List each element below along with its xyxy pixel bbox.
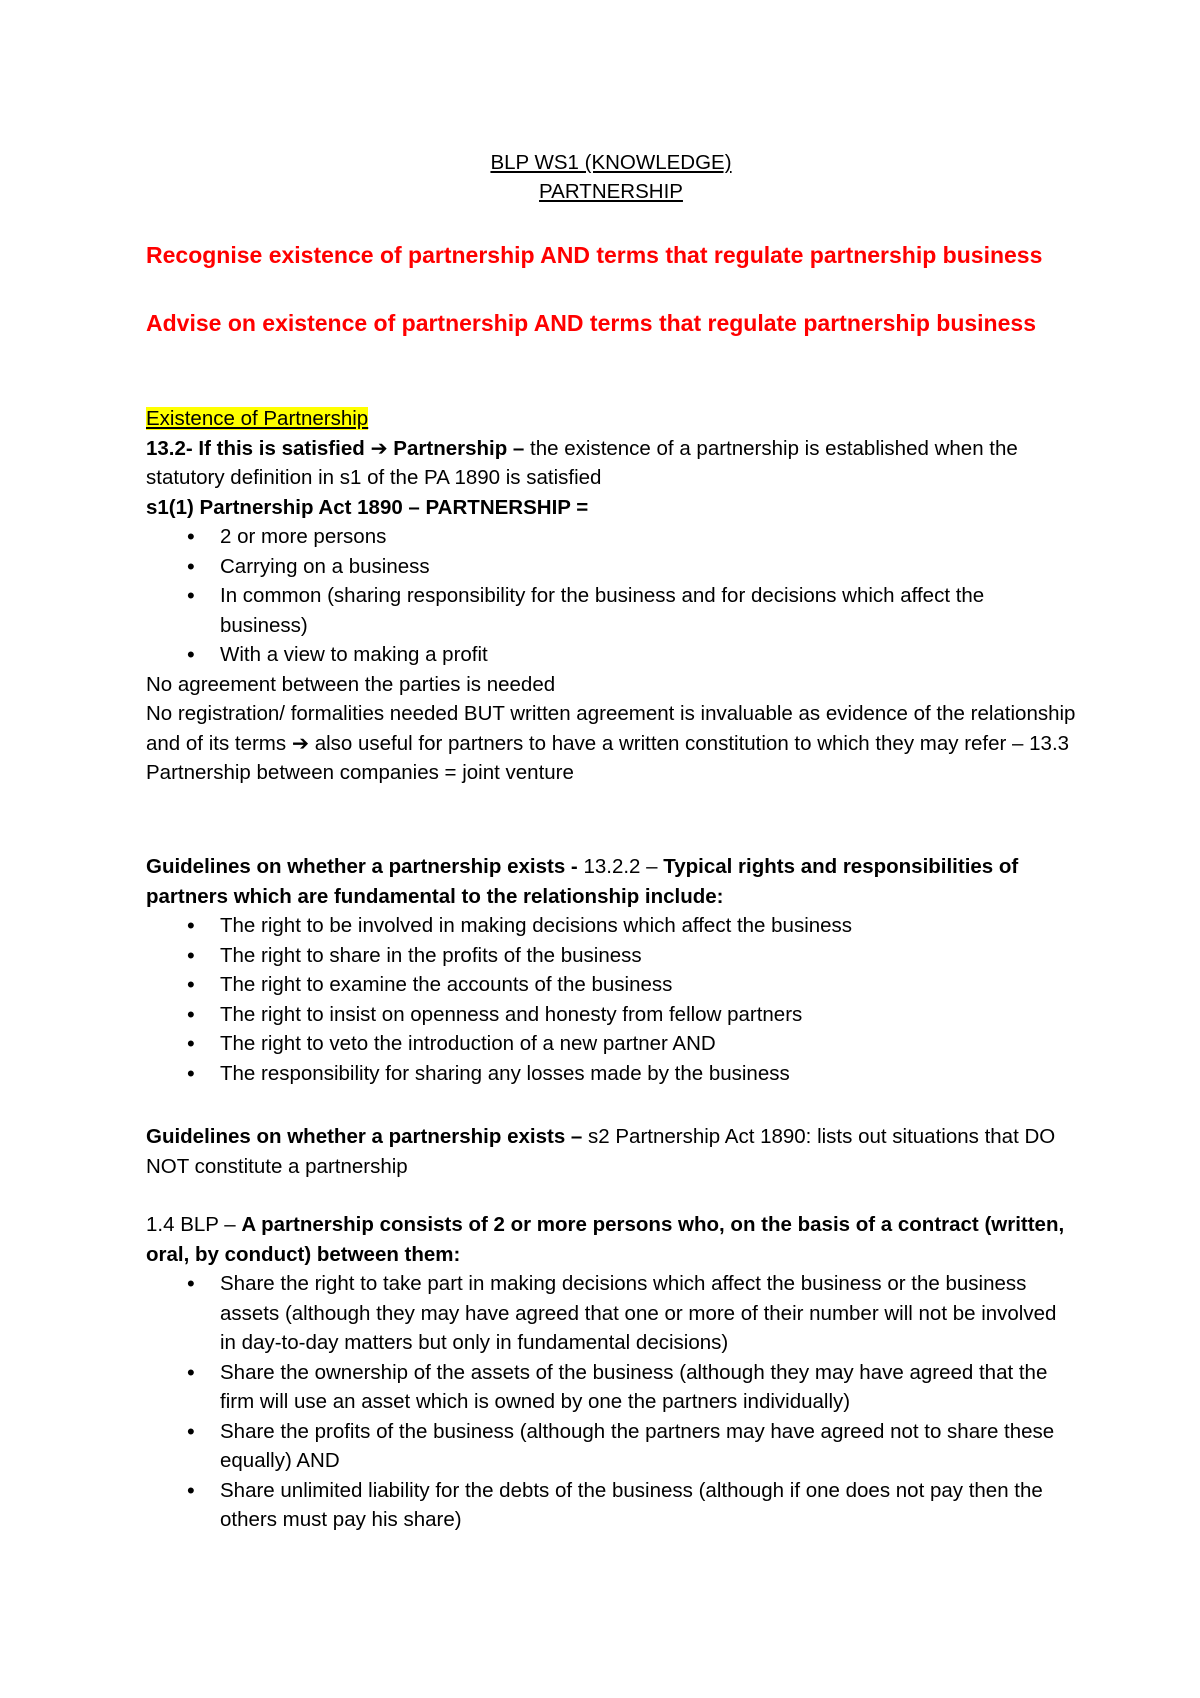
note-no-agreement: No agreement between the parties is needed xyxy=(146,672,556,696)
objective-advise: Advise on existence of partnership AND terms that regulate partnership business xyxy=(146,310,1036,336)
guidelines-s2-paragraph xyxy=(146,1122,1076,1181)
existence-heading: Existence of Partnership xyxy=(146,407,369,430)
list-item: • The right to examine the accounts of the business xyxy=(146,970,1076,1000)
title-block xyxy=(146,148,1076,206)
objective-recognise: Recognise existence of partnership AND terms that regulate partnership business xyxy=(146,242,1043,268)
document-subtitle: PARTNERSHIP xyxy=(539,180,683,203)
blp-bullet-list xyxy=(146,1269,1076,1535)
existence-intro xyxy=(146,434,1076,493)
blp-section xyxy=(146,1210,1076,1535)
note-no-registration: No registration/ formalities needed BUT written agreement is invaluable as evidence of the relationship and of its terms ➔ also useful for partners to have a written constitution to which they may refer – 13.3 xyxy=(146,702,1076,755)
blp-heading xyxy=(146,1210,1076,1269)
list-item: • In common (sharing responsibility for the business and for decisions which affect the business) xyxy=(146,581,1076,640)
list-item: • The right to insist on openness and honesty from fellow partners xyxy=(146,1000,1076,1030)
list-item: • Share the ownership of the assets of the business (although they may have agreed that the firm will use an asset which is owned by one the partners individually) xyxy=(146,1358,1076,1417)
list-item: • The right to be involved in making decisions which affect the business xyxy=(146,911,1076,941)
existence-section xyxy=(146,404,1076,788)
list-item: • The right to veto the introduction of a new partner AND xyxy=(146,1029,1076,1059)
list-item: • Share the profits of the business (although the partners may have agreed not to share these equally) AND xyxy=(146,1417,1076,1476)
list-item: • The right to share in the profits of the business xyxy=(146,941,1076,971)
guidelines-s2-section xyxy=(146,1122,1076,1181)
guidelines-s2-text: s2 Partnership Act 1890: lists out situations that DO NOT constitute a partnership xyxy=(146,1125,1056,1178)
note-joint-venture: Partnership between companies = joint venture xyxy=(146,761,574,784)
list-item: • The responsibility for sharing any losses made by the business xyxy=(146,1059,1076,1089)
existence-intro-bold: 13.2- If this is satisfied ➔ Partnership – xyxy=(146,436,525,460)
guidelines-s2-heading: Guidelines on whether a partnership exists – xyxy=(146,1125,583,1148)
guidelines-heading-bold: Guidelines on whether a partnership exists - xyxy=(146,855,578,878)
guidelines-heading-ref: 13.2.2 – xyxy=(577,855,664,878)
s1-heading: s1(1) Partnership Act 1890 – PARTNERSHIP = xyxy=(146,495,589,519)
blp-ref: 1.4 BLP – xyxy=(146,1213,242,1236)
list-item: • Share unlimited liability for the debts of the business (although if one does not pay then the others must pay his share) xyxy=(146,1476,1076,1535)
rights-bullet-list xyxy=(146,911,1076,1088)
guidelines-heading-bold-b: Typical rights and responsibilities of partners which are fundamental to the relationship include: xyxy=(146,855,1019,908)
list-item: • 2 or more persons xyxy=(146,522,1076,552)
blp-heading-bold: A partnership consists of 2 or more persons who, on the basis of a contract (written, oral, by conduct) between them: xyxy=(146,1213,1065,1266)
s1-bullet-list xyxy=(146,522,1076,670)
guidelines-rights-heading xyxy=(146,852,1076,911)
list-item: • Carrying on a business xyxy=(146,552,1076,582)
document-title: BLP WS1 (KNOWLEDGE) xyxy=(490,151,732,174)
list-item: • With a view to making a profit xyxy=(146,640,1076,670)
existence-intro-text: the existence of a partnership is established when the statutory definition in s1 of the PA 1890 is satisfied xyxy=(146,436,1018,489)
list-item: • Share the right to take part in making decisions which affect the business or the business assets (although they may have agreed that one or more of their number will not be involved in day-to-day matters but only in fundamental decisions) xyxy=(146,1269,1076,1358)
guidelines-rights-section xyxy=(146,852,1076,1088)
